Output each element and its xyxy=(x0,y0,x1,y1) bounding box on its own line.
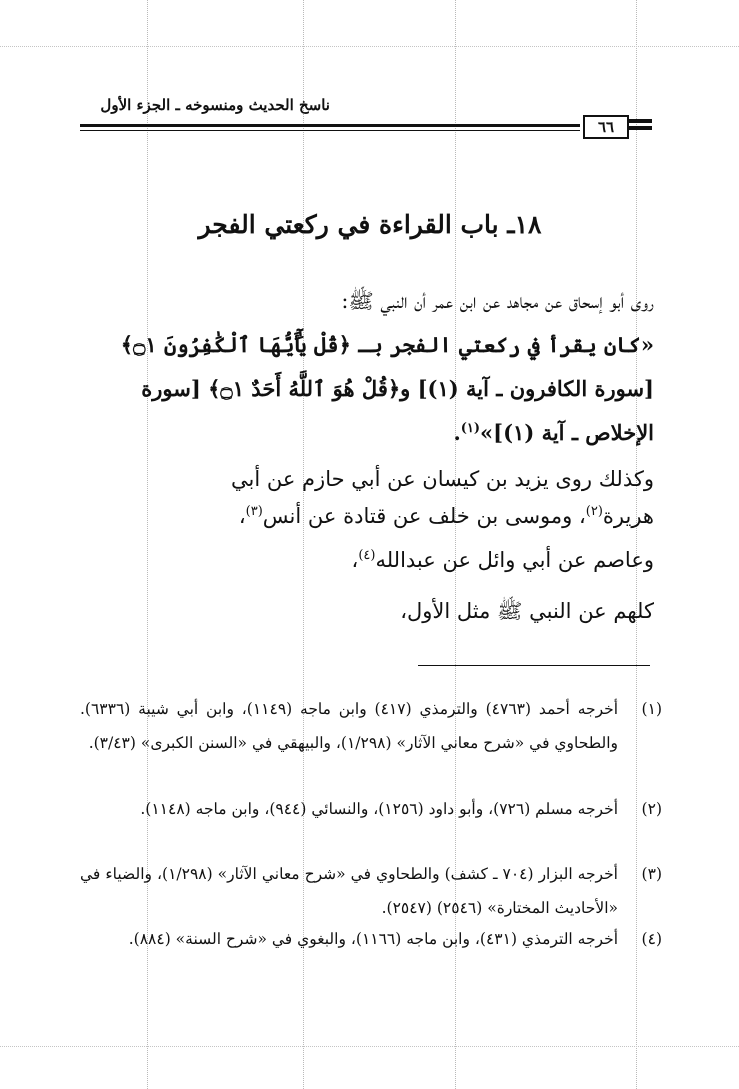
header-rule xyxy=(80,130,580,131)
footnote-text: أخرجه البزار (٧٠٤ ـ كشف) والطحاوي في «شرح معاني الآثار» (١/٢٩٨)، والضياء في «الأحاديث المختارة» (٢٥٤٦) (٢٥٤٧). xyxy=(80,865,618,917)
scan-guide-line xyxy=(0,46,739,47)
body-text-fragment: الإخلاص ـ آية (١)]» xyxy=(480,420,654,445)
footnote-reference: (٢) xyxy=(585,504,603,519)
header-ornament xyxy=(629,126,652,130)
footnote-text: أخرجه مسلم (٧٢٦)، وأبو داود (١٢٥٦)، والنسائي (٩٤٤)، وابن ماجه (١١٤٨). xyxy=(140,800,618,818)
footnote-number: (١) xyxy=(641,700,662,718)
footnote-reference: (١) xyxy=(460,421,481,436)
body-line: [سورة الكافرون ـ آية (١)] و﴿قُلْ هُوَ ٱللَّهُ أَحَدٌ ۝١﴾ [سورة xyxy=(141,376,654,401)
body-line: «كان يقرأ في ركعتي الفجر بـ ﴿قُلْ يَٰٓأَيُّهَا ٱلْكَٰفِرُونَ ۝١﴾ xyxy=(120,332,654,357)
footnote xyxy=(80,792,662,826)
body-text-fragment: ، xyxy=(238,504,246,528)
body-line: كلهم عن النبي ﷺ مثل الأول، xyxy=(400,599,654,623)
body-text-fragment: وعاصم عن أبي وائل عن عبدالله xyxy=(375,548,654,572)
body-text-fragment: هريرة xyxy=(602,504,654,528)
header-ornament xyxy=(629,119,652,123)
running-header-title: ناسخ الحديث ومنسوخه ـ الجزء الأول xyxy=(100,96,330,114)
footnote xyxy=(80,922,662,956)
body-text-fragment: ، وموسى بن خلف عن قتادة عن أنس xyxy=(262,504,586,528)
chapter-heading: ١٨ـ باب القراءة في ركعتي الفجر xyxy=(198,210,542,239)
body-text-fragment: ، xyxy=(351,548,359,572)
header-rule xyxy=(80,124,580,127)
footnote-separator xyxy=(418,665,650,666)
footnote-text: أخرجه أحمد (٤٧٦٣) والترمذي (٤١٧) وابن ماجه (١١٤٩)، وابن أبي شيبة (٦٣٣٦). والطحاوي في «شرح معاني الآثار» (١/٢٩٨)، والبيهقي في «السنن الكبرى» (٣/٤٣). xyxy=(80,700,619,752)
scan-guide-line xyxy=(0,1046,739,1047)
body-line xyxy=(453,420,654,445)
footnote-text: أخرجه الترمذي (٤٣١)، وابن ماجه (١١٦٦)، والبغوي في «شرح السنة» (٨٨٤). xyxy=(128,930,618,948)
footnote-number: (٣) xyxy=(641,865,662,883)
body-line: وكذلك روى يزيد بن كيسان عن أبي حازم عن أبي xyxy=(231,467,654,491)
body-text-fragment: . xyxy=(453,420,461,445)
body-line xyxy=(352,548,654,572)
footnote xyxy=(80,692,662,760)
footnote-reference: (٤) xyxy=(358,548,376,563)
footnote xyxy=(80,857,662,925)
page-number: ٦٦ xyxy=(583,115,629,139)
footnote-number: (٢) xyxy=(641,800,662,818)
body-line: روى أبو إسحاق عن مجاهد عن ابن عمر أن النبي ﷺ: xyxy=(341,289,654,313)
footnote-reference: (٣) xyxy=(245,504,263,519)
footnote-number: (٤) xyxy=(641,930,662,948)
body-line xyxy=(239,504,654,528)
